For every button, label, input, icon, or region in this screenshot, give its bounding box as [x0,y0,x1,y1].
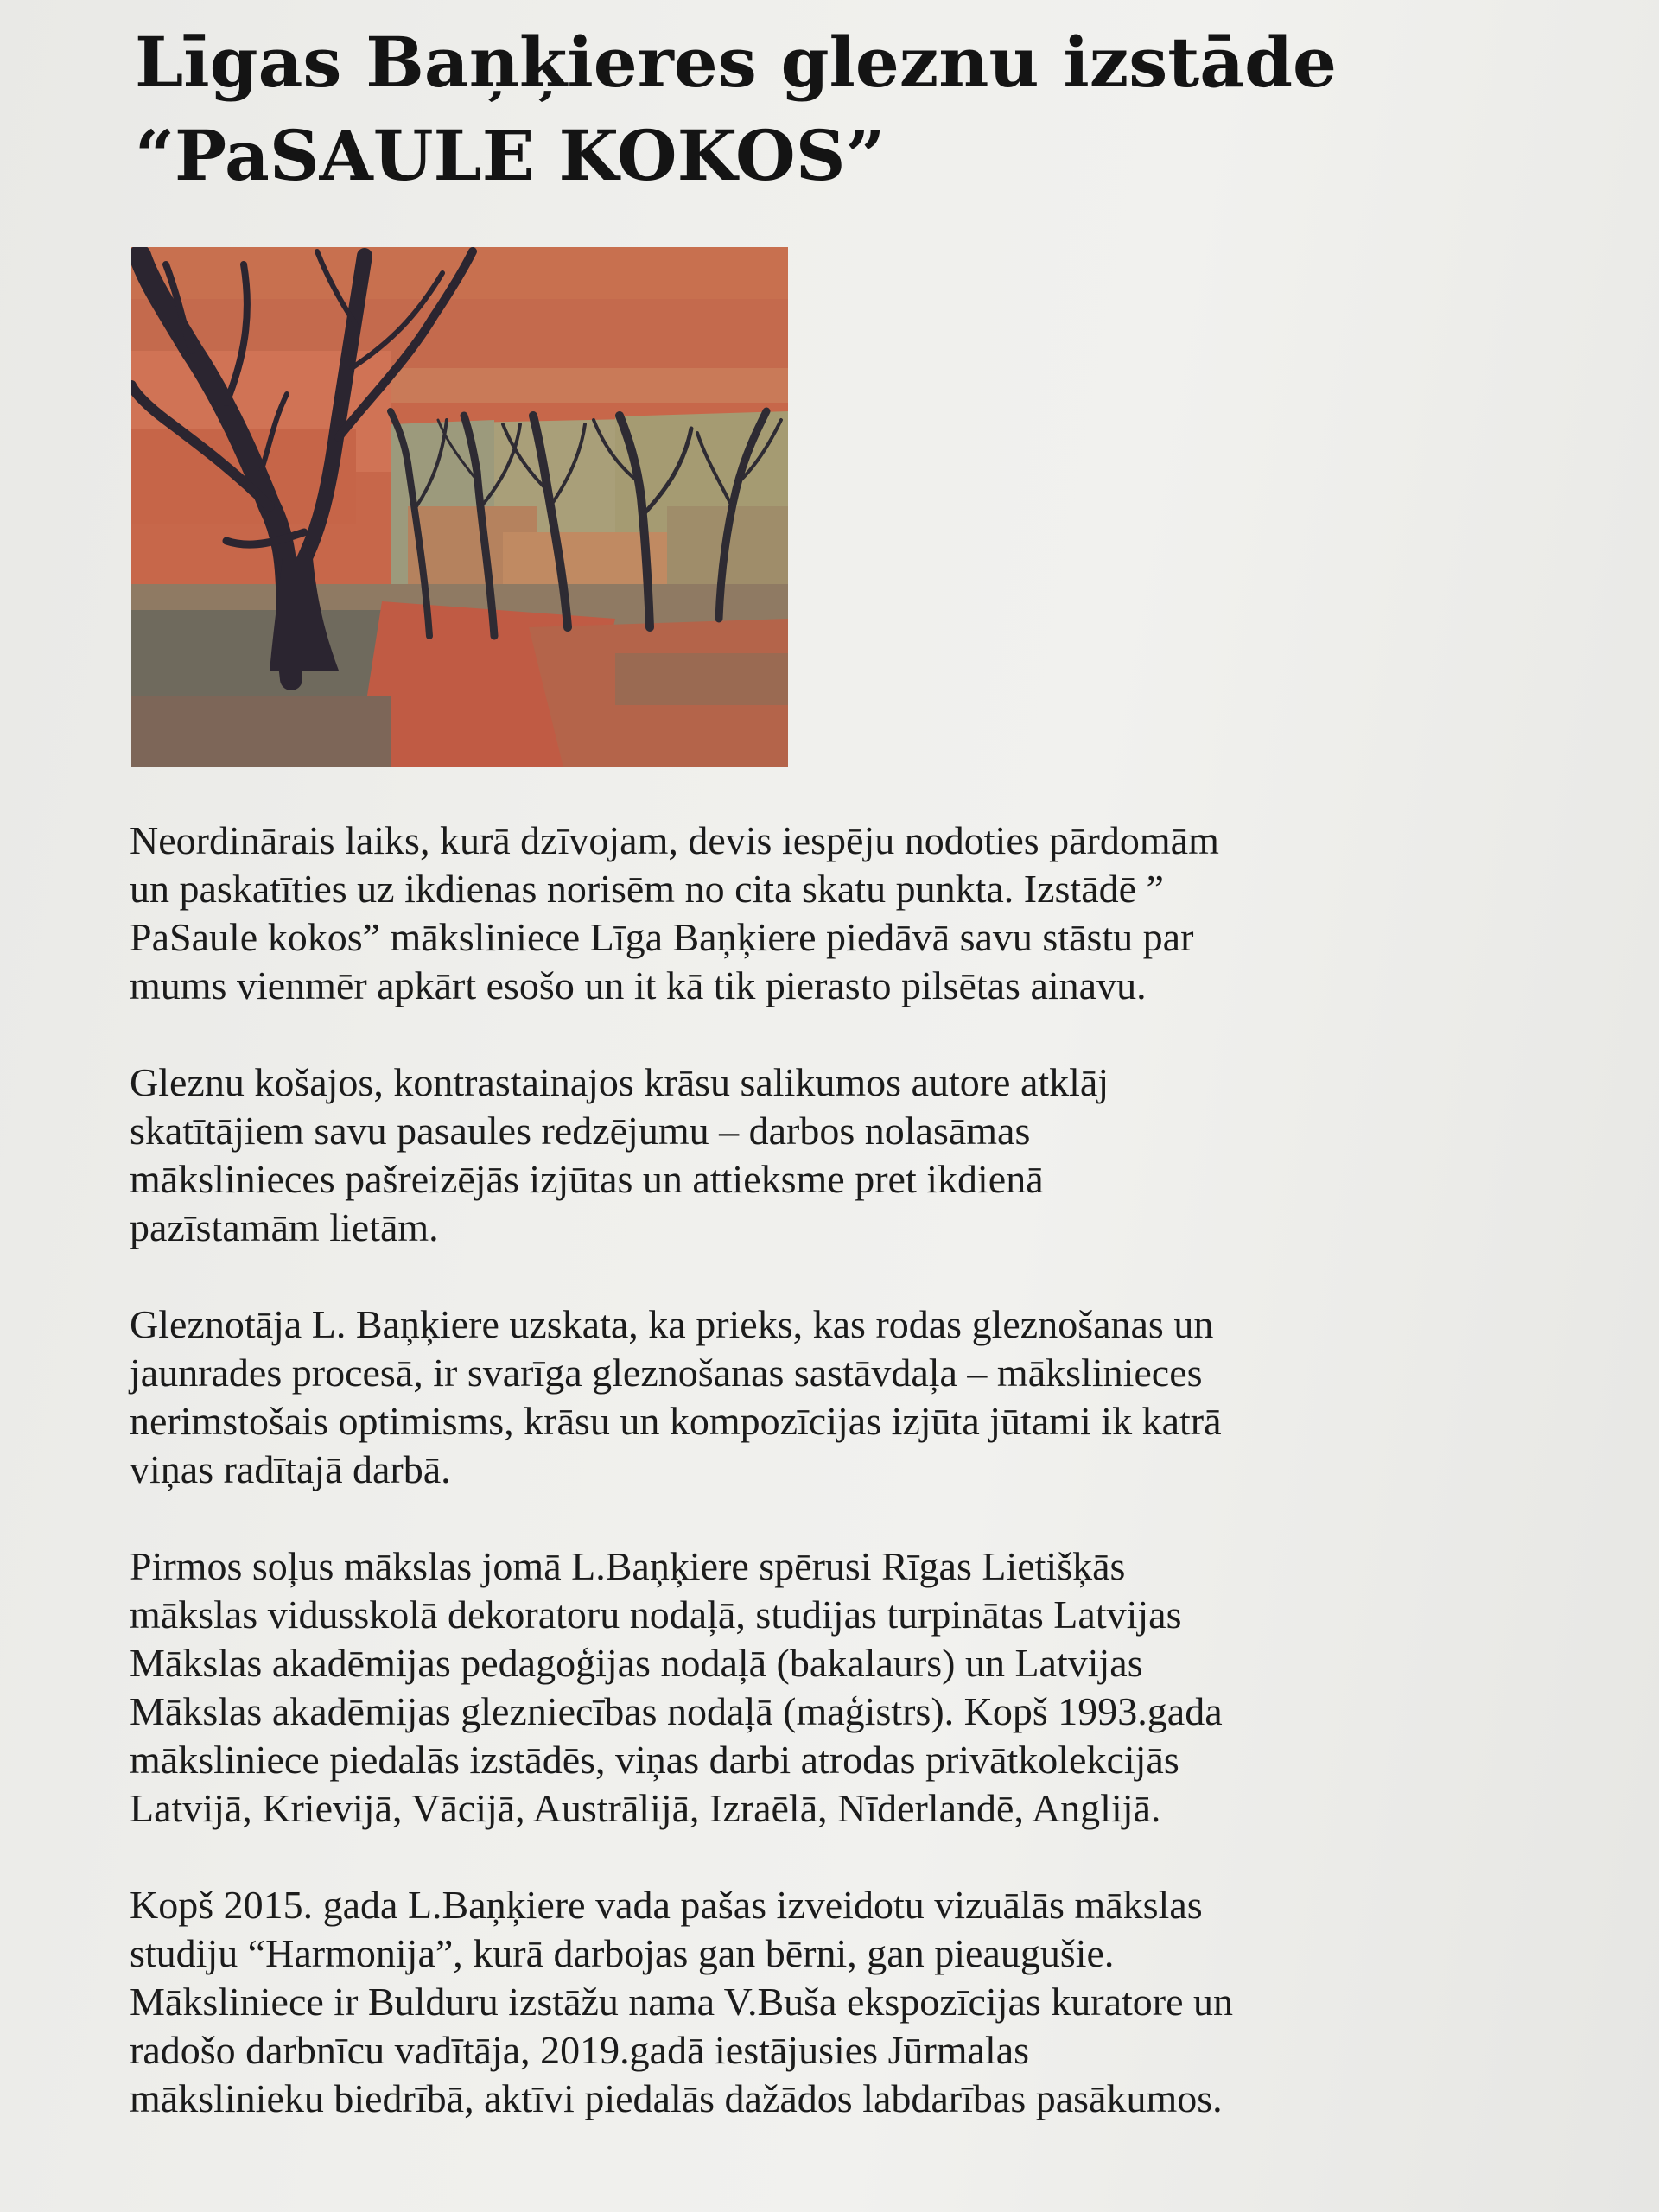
text-line: nerimstošais optimisms, krāsu un kompozīcijas izjūta jūtami ik katrā [130,1399,1222,1443]
text-line: Gleznotāja L. Baņķiere uzskata, ka prieks, kas rodas gleznošanas un [130,1302,1214,1346]
text-line: Gleznu košajos, kontrastainajos krāsu salikumos autore atklāj [130,1060,1109,1104]
paragraph-4 [130,1542,1564,1833]
text-line: skatītājiem savu pasaules redzējumu – darbos nolasāmas [130,1109,1031,1153]
body-text [130,817,1564,2171]
paragraph-5 [130,1881,1564,2123]
text-line: Kopš 2015. gada L.Baņķiere vada pašas izveidotu vizuālās mākslas [130,1883,1203,1927]
paragraph-3 [130,1300,1564,1494]
text-line: Mākslas akadēmijas pedagoģijas nodaļā (bakalaurs) un Latvijas [130,1641,1143,1685]
paragraph-2 [130,1058,1564,1252]
text-line: Pirmos soļus mākslas jomā L.Baņķiere spērusi Rīgas Lietišķās [130,1544,1126,1588]
text-line: Māksliniece ir Bulduru izstāžu nama V.Buša ekspozīcijas kuratore un [130,1980,1234,2024]
text-line: jaunrades procesā, ir svarīga gleznošanas sastāvdaļa – mākslinieces [130,1351,1203,1395]
text-line: mums vienmēr apkārt esošo un it kā tik pierasto pilsētas ainavu. [130,963,1147,1007]
text-line: pazīstamām lietām. [130,1205,439,1249]
text-line: Neordinārais laiks, kurā dzīvojam, devis iespēju nodoties pārdomām [130,818,1219,862]
page-title [135,16,1337,202]
title-line-1: Līgas Baņķieres gleznu izstāde [135,22,1337,103]
text-line: radošo darbnīcu vadītāja, 2019.gadā iestājusies Jūrmalas [130,2028,1030,2072]
text-line: Latvijā, Krievijā, Vācijā, Austrālijā, Izraēlā, Nīderlandē, Anglijā. [130,1786,1161,1830]
text-line: un paskatīties uz ikdienas norisēm no cita skatu punkta. Izstādē ” [130,867,1164,911]
title-line-2: “PaSAULE KOKOS” [135,115,886,196]
text-line: studiju “Harmonija”, kurā darbojas gan bērni, gan pieaugušie. [130,1931,1115,1975]
text-line: māksliniece piedalās izstādēs, viņas darbi atrodas privātkolekcijās [130,1738,1179,1782]
text-line: mākslas vidusskolā dekoratoru nodaļā, studijas turpinātas Latvijas [130,1592,1182,1637]
text-line: PaSaule kokos” māksliniece Līga Baņķiere piedāvā savu stāstu par [130,915,1194,959]
text-line: mākslinieces pašreizējās izjūtas un attieksme pret ikdienā [130,1157,1044,1201]
text-line: viņas radītajā darbā. [130,1447,451,1491]
text-line: Mākslas akadēmijas glezniecības nodaļā (maģistrs). Kopš 1993.gada [130,1689,1223,1733]
text-line: mākslinieku biedrībā, aktīvi piedalās dažādos labdarības pasākumos. [130,2076,1223,2120]
painting-image [131,247,788,767]
paragraph-1 [130,817,1564,1010]
